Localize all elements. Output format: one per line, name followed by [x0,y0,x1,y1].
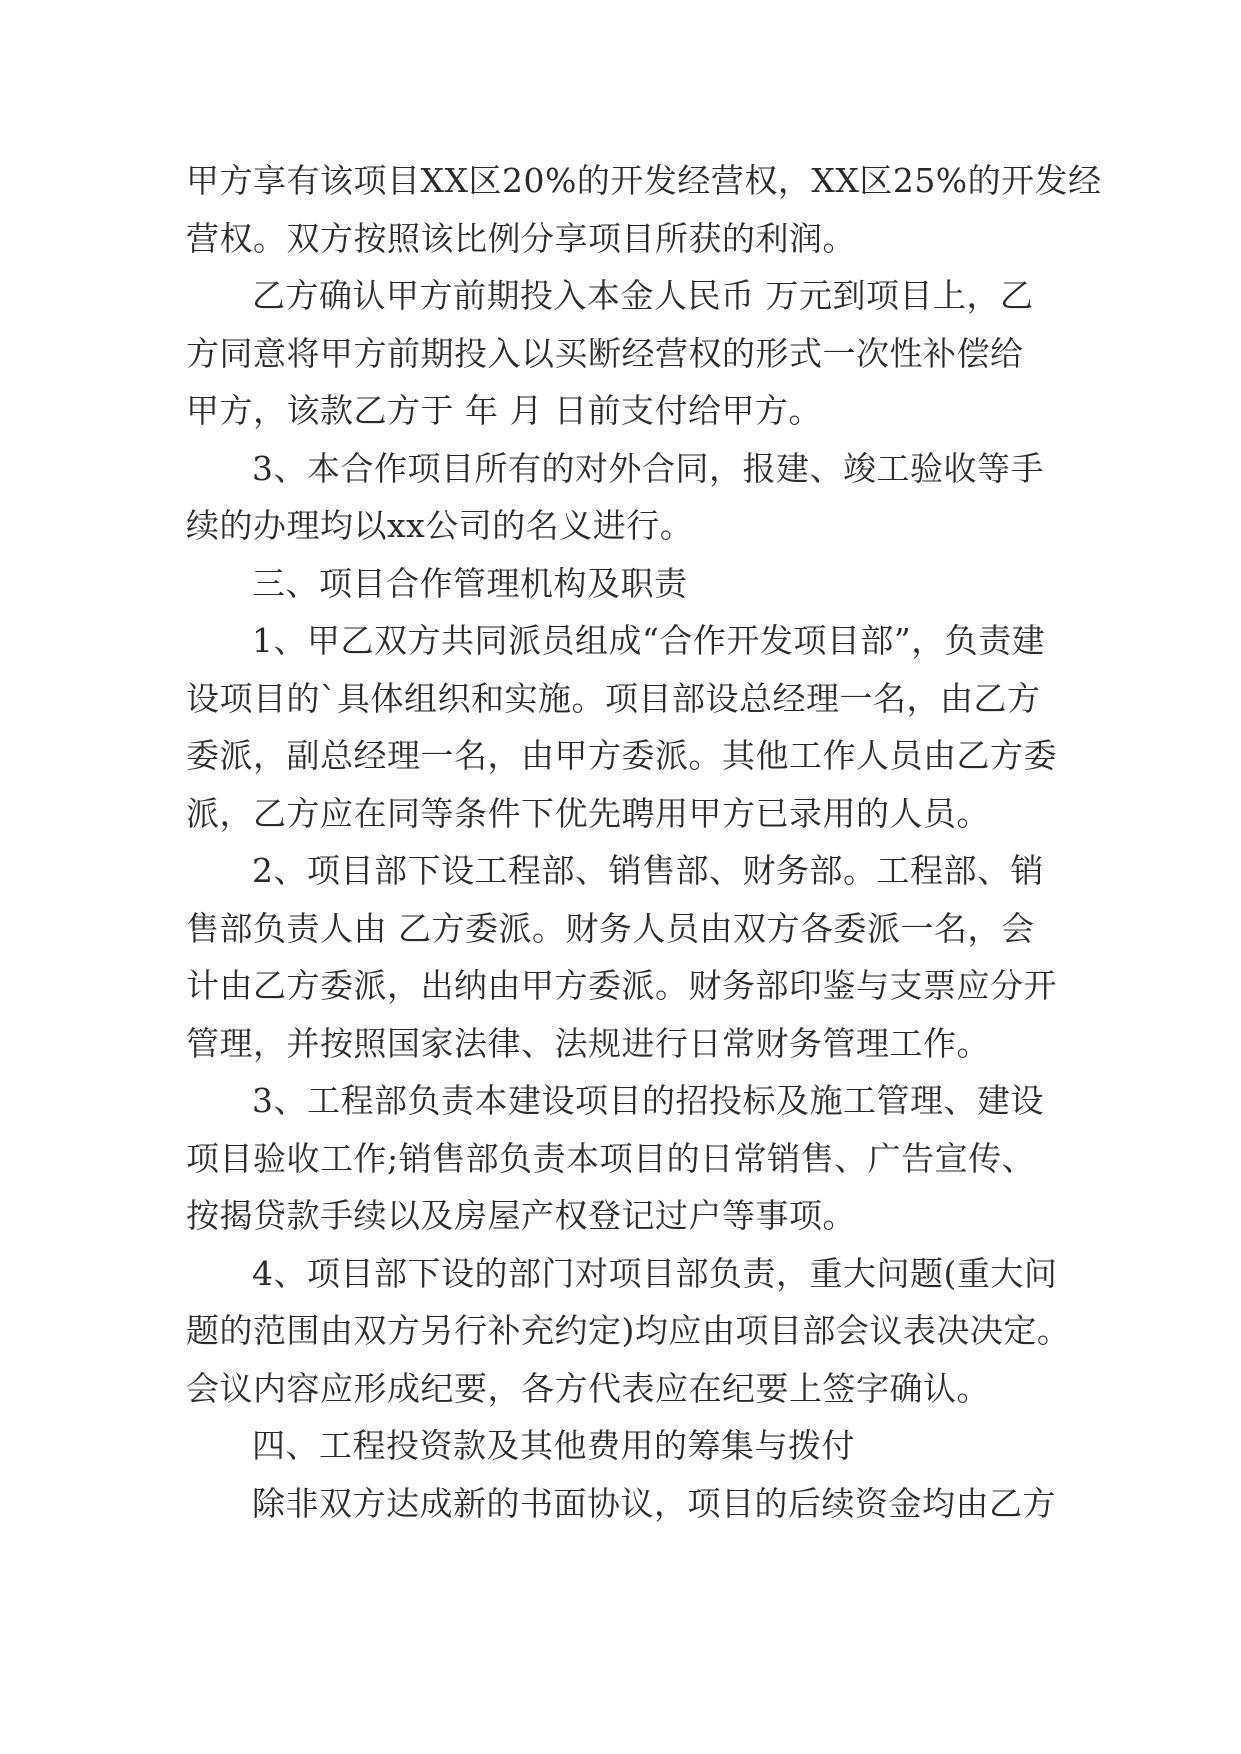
text-line: 3、工程部负责本建设项目的招投标及施工管理、建设 [252,1081,1044,1120]
text-line: 续的办理均以xx公司的名义进行。 [186,506,694,545]
text-line: 四、工程投资款及其他费用的筹集与拨付 [252,1426,855,1465]
text-line: 3、本合作项目所有的对外合同，报建、竣工验收等手 [252,448,1044,488]
text-line: 委派，副总经理一名，由甲方委派。其他工作人员由乙方委 [186,736,1057,775]
text-line: 项目验收工作;销售部负责本项目的日常销售、广告宣传、 [186,1138,1036,1178]
text-line: 题的范围由双方另行补充约定)均应由项目部会议表决决定。 [186,1311,1071,1350]
text-line: 设项目的`具体组织和实施。项目部设总经理一名，由乙方 [186,678,1041,718]
text-line: 售部负责人由 乙方委派。财务人员由双方各委派一名，会 [186,908,1035,948]
text-line: 2、项目部下设工程部、销售部、财务部。工程部、销 [252,851,1044,890]
text-line: 按揭贷款手续以及房屋产权登记过户等事项。 [186,1196,856,1235]
text-line: 派，乙方应在同等条件下优先聘用甲方已录用的人员。 [186,793,990,833]
text-line: 方同意将甲方前期投入以买断经营权的形式一次性补偿给 [186,333,1024,373]
text-line: 甲方享有该项目XX区20%的开发经营权，XX区25%的开发经 [186,161,1102,200]
text-line: 会议内容应形成纪要，各方代表应在纪要上签字确认。 [186,1368,990,1408]
text-line: 营权。双方按照该比例分享项目所获的利润。 [186,218,856,258]
document-body [186,152,1102,1532]
text-line: 甲方，该款乙方于 年 月 日前支付给甲方。 [186,391,822,430]
text-line: 乙方确认甲方前期投入本金人民币 万元到项目上，乙 [252,276,1034,315]
text-line: 三、项目合作管理机构及职责 [252,563,688,603]
text-line: 4、项目部下设的部门对项目部负责，重大问题(重大问 [252,1253,1058,1293]
text-line: 1、甲乙双方共同派员组成“合作开发项目部”，负责建 [252,621,1046,660]
text-line: 除非双方达成新的书面协议，项目的后续资金均由乙方 [252,1483,1056,1523]
text-line: 管理，并按照国家法律、法规进行日常财务管理工作。 [186,1023,990,1063]
text-line: 计由乙方委派，出纳由甲方委派。财务部印鉴与支票应分开 [186,966,1057,1005]
